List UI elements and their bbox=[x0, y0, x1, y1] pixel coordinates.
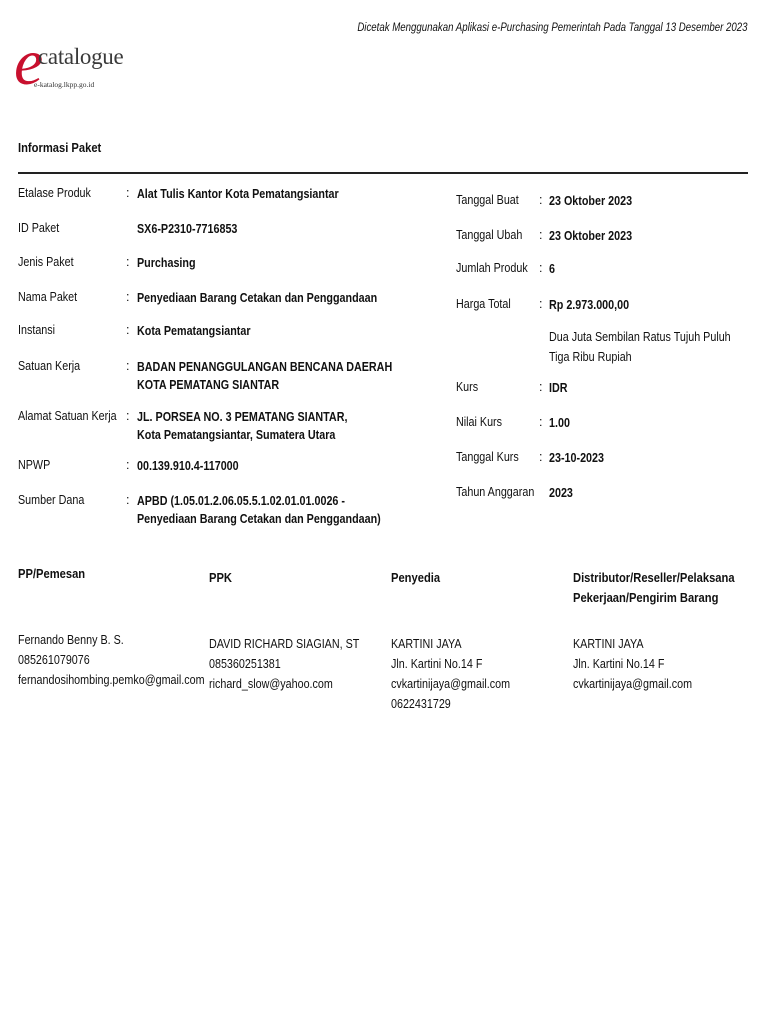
colon: : bbox=[539, 450, 543, 464]
label-tanggal-buat: Tanggal Buat bbox=[456, 193, 519, 207]
label-id-paket: ID Paket bbox=[18, 221, 60, 235]
party-pp-pemesan bbox=[18, 630, 205, 690]
colon: : bbox=[126, 359, 130, 373]
label-npwp: NPWP bbox=[18, 458, 51, 472]
label-tahun-anggaran: Tahun Anggaran bbox=[456, 485, 535, 499]
value-kurs: IDR bbox=[549, 381, 568, 395]
logo-letter: e bbox=[14, 26, 44, 99]
label-alamat-satuan-kerja: Alamat Satuan Kerja bbox=[18, 409, 117, 423]
party-distributor bbox=[573, 634, 692, 694]
colon: : bbox=[126, 255, 130, 269]
value-nama-paket: Penyediaan Barang Cetakan dan Penggandaan bbox=[137, 291, 378, 305]
colon: : bbox=[126, 409, 130, 423]
label-jumlah-produk: Jumlah Produk bbox=[456, 261, 528, 275]
penyedia-phone: 0622431729 bbox=[391, 697, 451, 711]
value-terbilang: Dua Juta Sembilan Ratus Tujuh Puluh Tiga Ribu Rupiah bbox=[549, 330, 731, 364]
heading-penyedia: Penyedia bbox=[391, 570, 441, 585]
distributor-email: cvkartinijaya@gmail.com bbox=[573, 677, 693, 691]
value-npwp: 00.139.910.4-117000 bbox=[137, 459, 239, 473]
label-nilai-kurs: Nilai Kurs bbox=[456, 415, 503, 429]
value-jumlah-produk: 6 bbox=[549, 262, 555, 276]
label-tanggal-kurs: Tanggal Kurs bbox=[456, 450, 519, 464]
label-tanggal-ubah: Tanggal Ubah bbox=[456, 228, 523, 242]
label-sumber-dana: Sumber Dana bbox=[18, 493, 85, 507]
distributor-address: Jln. Kartini No.14 F bbox=[573, 657, 665, 671]
colon: : bbox=[539, 228, 543, 242]
colon: : bbox=[126, 290, 130, 304]
value-nilai-kurs: 1.00 bbox=[549, 416, 570, 430]
printed-note: Dicetak Menggunakan Aplikasi e-Purchasing Pemerintah Pada Tanggal 13 Desember 2023 bbox=[357, 22, 748, 34]
colon: : bbox=[126, 323, 130, 337]
ppk-phone: 085360251381 bbox=[209, 657, 281, 671]
colon: : bbox=[126, 186, 130, 200]
party-ppk bbox=[209, 634, 359, 694]
value-alamat-satuan-kerja: JL. PORSEA NO. 3 PEMATANG SIANTAR, Kota Pematangsiantar, Sumatera Utara bbox=[137, 410, 348, 442]
value-id-paket: SX6-P2310-7716853 bbox=[137, 222, 238, 236]
label-harga-total: Harga Total bbox=[456, 297, 511, 311]
heading-distributor: Distributor/Reseller/Pelaksana Pekerjaan/Pengirim Barang bbox=[573, 570, 735, 605]
section-title: Informasi Paket bbox=[18, 140, 102, 155]
label-instansi: Instansi bbox=[18, 323, 56, 337]
value-sumber-dana: APBD (1.05.01.2.06.05.5.1.02.01.01.0026 - Penyediaan Barang Cetakan dan Penggandaan) bbox=[137, 494, 381, 526]
ppk-name: DAVID RICHARD SIAGIAN, ST bbox=[209, 637, 360, 651]
value-tanggal-buat: 23 Oktober 2023 bbox=[549, 194, 633, 208]
ecatalogue-logo bbox=[14, 26, 124, 99]
value-tanggal-ubah: 23 Oktober 2023 bbox=[549, 229, 633, 243]
colon: : bbox=[539, 261, 543, 275]
colon: : bbox=[126, 458, 130, 472]
penyedia-email: cvkartinijaya@gmail.com bbox=[391, 677, 511, 691]
ppk-email: richard_slow@yahoo.com bbox=[209, 677, 333, 691]
label-nama-paket: Nama Paket bbox=[18, 290, 78, 304]
logo-url: e-katalog.lkpp.go.id bbox=[34, 80, 95, 89]
distributor-name: KARTINI JAYA bbox=[573, 637, 644, 651]
label-jenis-paket: Jenis Paket bbox=[18, 255, 74, 269]
colon: : bbox=[539, 193, 543, 207]
pp-name: Fernando Benny B. S. bbox=[18, 633, 124, 647]
label-etalase-produk: Etalase Produk bbox=[18, 186, 91, 200]
heading-pp-pemesan: PP/Pemesan bbox=[18, 566, 86, 581]
logo-word: catalogue bbox=[38, 44, 124, 69]
value-tanggal-kurs: 23-10-2023 bbox=[549, 451, 604, 465]
value-harga-total: Rp 2.973.000,00 bbox=[549, 298, 630, 312]
value-satuan-kerja: BADAN PENANGGULANGAN BENCANA DAERAH KOTA PEMATANG SIANTAR bbox=[137, 360, 393, 392]
value-etalase-produk: Alat Tulis Kantor Kota Pematangsiantar bbox=[137, 187, 339, 201]
pp-phone: 085261079076 bbox=[18, 653, 90, 667]
divider-rule bbox=[18, 172, 748, 174]
penyedia-address: Jln. Kartini No.14 F bbox=[391, 657, 483, 671]
colon: : bbox=[126, 493, 130, 507]
value-instansi: Kota Pematangsiantar bbox=[137, 324, 251, 338]
value-jenis-paket: Purchasing bbox=[137, 256, 196, 270]
colon: : bbox=[539, 380, 543, 394]
heading-ppk: PPK bbox=[209, 570, 232, 585]
value-tahun-anggaran: 2023 bbox=[549, 486, 573, 500]
pp-email: fernandosihombing.pemko@gmail.com bbox=[18, 673, 205, 687]
party-penyedia bbox=[391, 634, 510, 714]
penyedia-name: KARTINI JAYA bbox=[391, 637, 462, 651]
label-kurs: Kurs bbox=[456, 380, 479, 394]
colon: : bbox=[539, 297, 543, 311]
label-satuan-kerja: Satuan Kerja bbox=[18, 359, 81, 373]
colon: : bbox=[539, 415, 543, 429]
